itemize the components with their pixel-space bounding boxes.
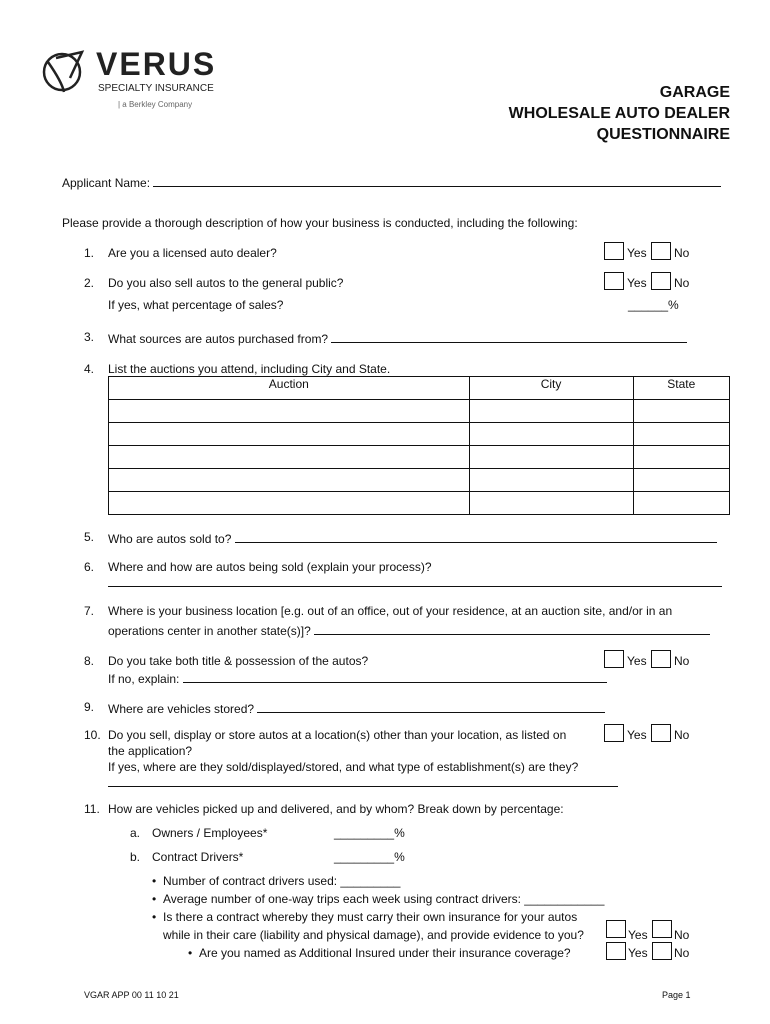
q10-answer-field[interactable] <box>108 774 618 787</box>
bullet-icon: • <box>152 892 157 906</box>
q2-number: 2. <box>84 276 95 290</box>
city-cell[interactable] <box>469 423 633 446</box>
auction-cell[interactable] <box>109 423 470 446</box>
q11-bullet-3: Is there a contract whereby they must carry their own insurance for your autos <box>163 910 578 924</box>
q11-text: How are vehicles picked up and delivered, and by whom? Break down by percentage: <box>108 802 564 816</box>
verus-logo <box>40 46 240 116</box>
q11-bullet-2: Average number of one-way trips each week using contract drivers: ____________ <box>163 892 605 906</box>
city-cell[interactable] <box>469 469 633 492</box>
q8-sub-row <box>108 670 607 686</box>
city-column-header: City <box>469 377 633 400</box>
state-cell[interactable] <box>633 423 730 446</box>
auction-cell[interactable] <box>109 400 470 423</box>
q6-number: 6. <box>84 560 95 574</box>
auction-cell[interactable] <box>109 492 470 515</box>
footer-page-number: Page 1 <box>662 990 691 1000</box>
q11-number: 11. <box>84 802 100 816</box>
q5-text: Who are autos sold to? <box>108 532 232 546</box>
bullet-icon: • <box>188 946 193 960</box>
q1-no-checkbox[interactable] <box>651 242 671 260</box>
q11a-letter: a. <box>130 826 141 840</box>
q8-text: Do you take both title & possession of the autos? <box>108 654 369 668</box>
q11a-percent-field[interactable]: _________% <box>334 826 405 840</box>
q11-contract-no-checkbox[interactable] <box>652 920 672 938</box>
applicant-label: Applicant Name: <box>62 176 151 190</box>
q11-additional-insured-yes-label: Yes <box>628 946 648 960</box>
city-cell[interactable] <box>469 492 633 515</box>
q11-additional-insured-no-checkbox[interactable] <box>652 942 672 960</box>
q11b-letter: b. <box>130 850 141 864</box>
q10-yes-checkbox[interactable] <box>604 724 624 742</box>
q3-row <box>108 330 687 346</box>
bullet-icon: • <box>152 910 157 924</box>
document-title <box>430 82 730 145</box>
q2-percent-field[interactable]: ______% <box>628 298 679 312</box>
q4-number: 4. <box>84 362 95 376</box>
q7-answer-field[interactable] <box>314 622 710 635</box>
q8-yes-checkbox[interactable] <box>604 650 624 668</box>
auction-cell[interactable] <box>109 446 470 469</box>
q8-explain-field[interactable] <box>183 670 607 683</box>
title-line-3: QUESTIONNAIRE <box>596 126 730 143</box>
q6-text: Where and how are autos being sold (explain your process)? <box>108 560 432 574</box>
q9-text: Where are vehicles stored? <box>108 702 255 716</box>
q1-text: Are you a licensed auto dealer? <box>108 246 277 260</box>
q2-subtext: If yes, what percentage of sales? <box>108 298 284 312</box>
applicant-name-field[interactable] <box>153 174 721 187</box>
q11b-label: Contract Drivers* <box>152 850 244 864</box>
q7-text: Where is your business location [e.g. out of an office, out of your residence, at an auction site, and/or in an <box>108 604 673 618</box>
bullet-icon: • <box>152 874 157 888</box>
q1-yes-label: Yes <box>627 246 647 260</box>
q2-text: Do you also sell autos to the general public? <box>108 276 344 290</box>
q11-additional-insured-yes-checkbox[interactable] <box>606 942 626 960</box>
q10-text-2: the application? <box>108 744 193 758</box>
footer-form-id: VGAR APP 00 11 10 21 <box>84 990 179 1000</box>
q8-no-checkbox[interactable] <box>651 650 671 668</box>
q11a-label: Owners / Employees* <box>152 826 268 840</box>
intro-text: Please provide a thorough description of how your business is conducted, including the following: <box>62 216 578 230</box>
q1-number: 1. <box>84 246 95 260</box>
q8-number: 8. <box>84 654 95 668</box>
auctions-table-header <box>109 377 730 400</box>
title-line-1: GARAGE <box>659 84 730 101</box>
logo-brand: VERUS <box>96 46 217 82</box>
q7-number: 7. <box>84 604 95 618</box>
q7-row-2 <box>108 622 710 638</box>
q8-yes-label: Yes <box>627 654 647 668</box>
q5-row <box>108 530 717 546</box>
table-row <box>109 446 730 469</box>
state-cell[interactable] <box>633 492 730 515</box>
table-row <box>109 469 730 492</box>
verus-emblem-icon <box>40 48 88 96</box>
q11-contract-no-label: No <box>674 928 690 942</box>
q3-text: What sources are autos purchased from? <box>108 332 329 346</box>
q9-row <box>108 700 605 716</box>
table-row <box>109 492 730 515</box>
q7-text-2: operations center in another state(s)]? <box>108 624 311 638</box>
q11b-percent-field[interactable]: _________% <box>334 850 405 864</box>
table-row <box>109 423 730 446</box>
auction-column-header: Auction <box>109 377 470 400</box>
city-cell[interactable] <box>469 400 633 423</box>
q11-contract-yes-label: Yes <box>628 928 648 942</box>
auction-cell[interactable] <box>109 469 470 492</box>
logo-tagline: | a Berkley Company <box>118 100 193 109</box>
q2-no-checkbox[interactable] <box>651 272 671 290</box>
q11-bullet-4: Are you named as Additional Insured under their insurance coverage? <box>199 946 571 960</box>
q5-number: 5. <box>84 530 95 544</box>
q3-answer-field[interactable] <box>331 330 687 343</box>
q2-yes-checkbox[interactable] <box>604 272 624 290</box>
state-cell[interactable] <box>633 446 730 469</box>
q11-bullet-1: Number of contract drivers used: _________ <box>163 874 401 888</box>
q6-answer-field[interactable] <box>108 574 722 587</box>
applicant-row <box>62 174 721 190</box>
q4-text: List the auctions you attend, including City and State. <box>108 362 391 376</box>
q10-text: Do you sell, display or store autos at a location(s) other than your location, as listed on <box>108 728 567 742</box>
q1-no-label: No <box>674 246 690 260</box>
state-cell[interactable] <box>633 400 730 423</box>
q10-number: 10. <box>84 728 101 742</box>
q5-answer-field[interactable] <box>235 530 717 543</box>
auctions-table <box>108 376 730 515</box>
q10-no-checkbox[interactable] <box>651 724 671 742</box>
state-column-header: State <box>633 377 730 400</box>
q10-subtext: If yes, where are they sold/displayed/stored, and what type of establishment(s) are they? <box>108 760 579 774</box>
q2-no-label: No <box>674 276 690 290</box>
title-line-2: WHOLESALE AUTO DEALER <box>508 105 730 122</box>
q11-contract-yes-checkbox[interactable] <box>606 920 626 938</box>
q8-no-label: No <box>674 654 690 668</box>
logo-subtitle: SPECIALTY INSURANCE <box>98 83 214 94</box>
q9-number: 9. <box>84 700 95 714</box>
q3-number: 3. <box>84 330 95 344</box>
q8-subtext: If no, explain: <box>108 672 180 686</box>
q9-answer-field[interactable] <box>257 700 605 713</box>
q11-additional-insured-no-label: No <box>674 946 690 960</box>
q10-no-label: No <box>674 728 690 742</box>
q2-yes-label: Yes <box>627 276 647 290</box>
q1-yes-checkbox[interactable] <box>604 242 624 260</box>
state-cell[interactable] <box>633 469 730 492</box>
table-row <box>109 400 730 423</box>
q10-yes-label: Yes <box>627 728 647 742</box>
city-cell[interactable] <box>469 446 633 469</box>
q11-bullet-3-cont: while in their care (liability and physical damage), and provide evidence to you? <box>163 928 584 942</box>
